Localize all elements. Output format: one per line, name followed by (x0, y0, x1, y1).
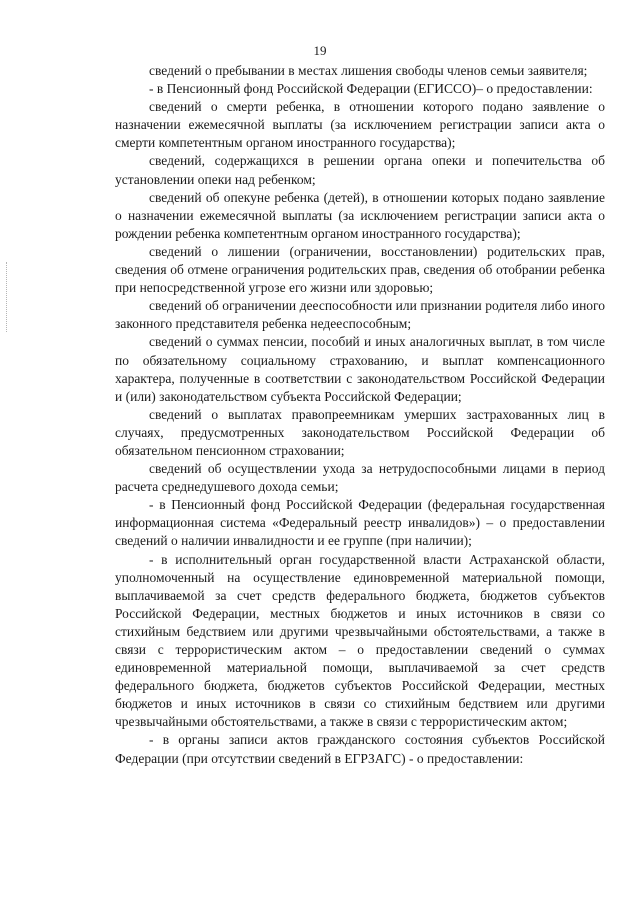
scan-margin-marks (6, 262, 9, 332)
paragraph-12: - в исполнительный орган государственной власти Астраханской области, уполномоченный на осуществление единовременной материальной помощи, выплачиваемой за счет средств федерального бюджета, бюджетов субъектов Российской Федерации, местных бюджетов и иных источников в связи со стихийным бедствием или другими чрезвычайными обстоятельствами, а также в связи с террористическим актом – о предоставлении сведений о суммах единовременной материальной помощи, выплачиваемой за счет средств федерального бюджета, бюджетов субъектов Российской Федерации, местных бюджетов и иных источников в связи со стихийным бедствием или другими чрезвычайными обстоятельствами, а также в связи с террористическим актом; (115, 551, 605, 730)
paragraph-2: - в Пенсионный фонд Российской Федерации (ЕГИССО)– о предоставлении: (149, 81, 593, 97)
paragraph-4: сведений, содержащихся в решении органа опеки и попечительства об установлении опеки над ребенком; (115, 153, 605, 187)
paragraph-6: сведений о лишении (ограничении, восстановлении) родительских прав, сведения об отмене ограничения родительских прав, сведения об отобрании ребенка при непосредственной угрозе его жизни или здоровью; (115, 243, 605, 296)
paragraph-9: сведений о выплатах правопреемникам умерших застрахованных лиц в случаях, предусмотренных законодательством Российской Федерации об обязательном пенсионном страховании; (115, 406, 605, 458)
paragraph-8: сведений о суммах пенсии, пособий и иных аналогичных выплат, в том числе по обязательному социальному страхованию, и выплат компенсационного характера, полученные в соответствии с законодательством Российской Федерации и (или) законодательством субъекта Российской Федерации; (115, 334, 605, 404)
paragraph-1: сведений о пребывании в местах лишения свободы членов семьи заявителя; (149, 63, 588, 78)
paragraph-13: - в органы записи актов гражданского состояния субъектов Российской Федерации (при отсутствии сведений в ЕГРЗАГС) - о предоставлении: (115, 732, 605, 766)
paragraph-11: - в Пенсионный фонд Российской Федерации (федеральная государственная информационная система «Федеральный реестр инвалидов») – о предоставлении сведений о наличии инвалидности и ее группе (при наличии); (115, 497, 605, 549)
paragraph-7: сведений об ограничении дееспособности или признании родителя либо иного законного представителя ребенка недееспособным; (115, 298, 605, 332)
paragraph-3: сведений о смерти ребенка, в отношении которого подано заявление о назначении ежемесячной выплаты (за исключением регистрации записи акта о смерти компетентным органом иностранного государства); (115, 99, 605, 151)
paragraph-10: сведений об осуществлении ухода за нетрудоспособными лицами в период расчета среднедушевого дохода семьи; (115, 461, 605, 495)
paragraph-5: сведений об опекуне ребенка (детей), в отношении которых подано заявление о назначении ежемесячной выплаты (за исключением регистрации записи акта о рождении ребенка компетентным органом иностранного государства); (115, 189, 605, 241)
page-number: 19 (313, 43, 327, 58)
document-body (115, 62, 605, 768)
